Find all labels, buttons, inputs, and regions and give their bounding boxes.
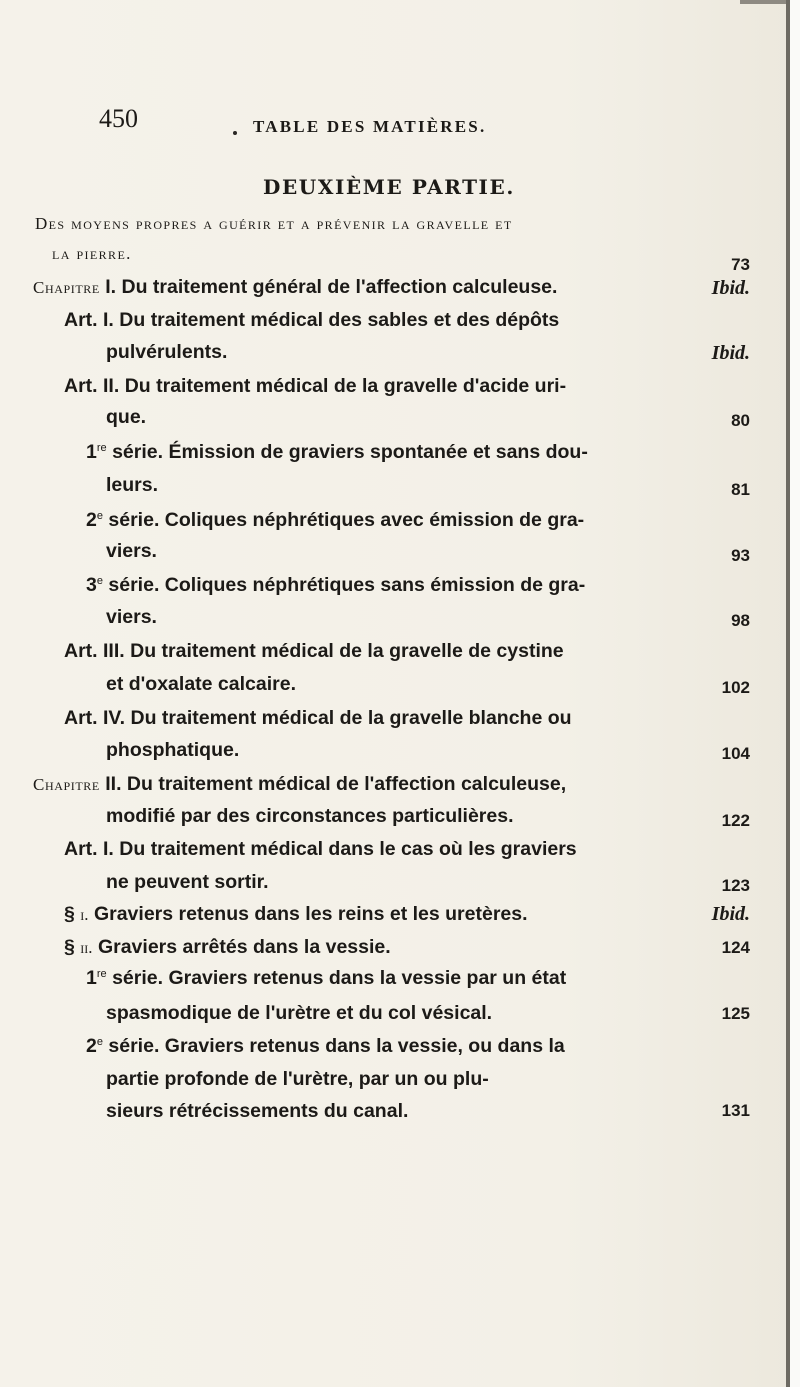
entry-number: I. (103, 309, 114, 331)
entry-text-cont: leurs. (106, 474, 159, 496)
entry-page: 98 (731, 611, 750, 630)
entry-label: Art. (64, 640, 98, 662)
entry-number: 3 (86, 574, 97, 596)
toc-entry (86, 441, 588, 464)
entry-ordinal: re (96, 442, 107, 454)
toc-entry (64, 838, 577, 861)
entry-page: 104 (721, 744, 750, 763)
toc-entry (64, 903, 528, 926)
page-edge-top (740, 0, 790, 4)
entry-number: 2 (86, 509, 97, 531)
entry-label: § (64, 936, 75, 958)
entry-page: 80 (731, 411, 750, 430)
running-title: TABLE DES MATIÈRES. (253, 117, 487, 136)
page-edge-margin (790, 0, 800, 1387)
entry-page: 131 (721, 1101, 750, 1120)
section-heading-line1: Des moyens propres a guérir et a prévenir la gravelle et (35, 214, 513, 233)
toc-entry (86, 574, 585, 597)
toc-entry (86, 509, 584, 532)
entry-text: série. Émission de graviers spontanée et sans dou- (112, 441, 588, 463)
entry-page: 81 (731, 480, 750, 499)
entry-text-cont: phosphatique. (106, 739, 240, 761)
entry-number: II. (103, 375, 120, 397)
entry-label: Chapitre (33, 775, 100, 794)
page-number: 450 (99, 104, 138, 133)
toc-entry (64, 640, 564, 663)
toc-entry (86, 967, 566, 990)
entry-number: i. (80, 905, 89, 924)
entry-label: Art. (64, 309, 98, 331)
entry-text: Du traitement général de l'affection calculeuse. (121, 276, 558, 298)
entry-number: II. (105, 773, 122, 795)
entry-page: 122 (721, 811, 750, 830)
entry-page: 102 (721, 678, 750, 697)
entry-label: Art. (64, 375, 98, 397)
entry-ordinal: e (96, 510, 103, 522)
entry-number: I. (105, 276, 117, 298)
entry-ordinal: re (96, 968, 107, 980)
ink-dot (233, 131, 237, 135)
toc-entry (64, 375, 566, 398)
entry-text: Graviers arrêtés dans la vessie. (97, 936, 391, 958)
entry-number: 1 (86, 967, 97, 989)
entry-page: Ibid. (711, 277, 750, 299)
entry-text-cont: modifié par des circonstances particulières. (106, 805, 514, 827)
entry-text-cont: que. (106, 406, 147, 428)
entry-text: Du traitement médical dans le cas où les graviers (119, 838, 577, 860)
entry-page: 125 (721, 1004, 750, 1023)
entry-text-cont: spasmodique de l'urètre et du col vésical. (106, 1002, 493, 1024)
section-page: 73 (731, 255, 750, 274)
entry-page: Ibid. (711, 342, 750, 364)
entry-text-cont: pulvérulents. (106, 341, 228, 363)
entry-page: 93 (731, 546, 750, 565)
entry-ordinal: e (96, 575, 103, 587)
entry-text-cont: et d'oxalate calcaire. (106, 673, 296, 695)
entry-text: Du traitement médical de l'affection calculeuse, (126, 773, 567, 795)
toc-entry (33, 276, 557, 299)
entry-text-cont: viers. (106, 540, 157, 562)
entry-text-cont: viers. (106, 606, 157, 628)
entry-number: 2 (86, 1035, 97, 1057)
entry-text: Graviers retenus dans les reins et les uretères. (93, 903, 528, 925)
toc-entry (64, 936, 391, 959)
entry-number: III. (103, 640, 125, 662)
toc-entry (64, 309, 559, 332)
entry-text: Du traitement médical de la gravelle blanche ou (130, 707, 572, 729)
toc-entry (86, 1035, 565, 1058)
entry-text-cont: partie profonde de l'urètre, par un ou plu- (106, 1068, 489, 1090)
part-title: DEUXIÈME PARTIE. (263, 175, 515, 199)
entry-text: série. Graviers retenus dans la vessie, ou dans la (108, 1035, 565, 1057)
entry-label: Chapitre (33, 278, 100, 297)
toc-entry (33, 773, 566, 796)
entry-label: Art. (64, 707, 98, 729)
entry-number: 1 (86, 441, 97, 463)
entry-page: 124 (721, 938, 750, 957)
entry-text: série. Graviers retenus dans la vessie par un état (112, 967, 567, 989)
entry-number: I. (103, 838, 114, 860)
entry-label: § (64, 903, 75, 925)
entry-number: ii. (80, 938, 93, 957)
entry-text: Du traitement médical de la gravelle d'acide uri- (124, 375, 567, 397)
entry-label: Art. (64, 838, 98, 860)
toc-entry (64, 707, 572, 730)
entry-number: IV. (103, 707, 126, 729)
entry-text: Du traitement médical des sables et des dépôts (119, 309, 560, 331)
entry-text: Du traitement médical de la gravelle de cystine (130, 640, 564, 662)
entry-ordinal: e (96, 1036, 103, 1048)
entry-text: série. Coliques néphrétiques sans émission de gra- (108, 574, 586, 596)
entry-text-cont: sieurs rétrécissements du canal. (106, 1100, 409, 1122)
section-heading-line2: la pierre. (52, 244, 132, 263)
entry-page: Ibid. (711, 903, 750, 925)
entry-text: série. Coliques néphrétiques avec émission de gra- (108, 509, 585, 531)
entry-page: 123 (721, 876, 750, 895)
entry-text-cont: ne peuvent sortir. (106, 871, 269, 893)
